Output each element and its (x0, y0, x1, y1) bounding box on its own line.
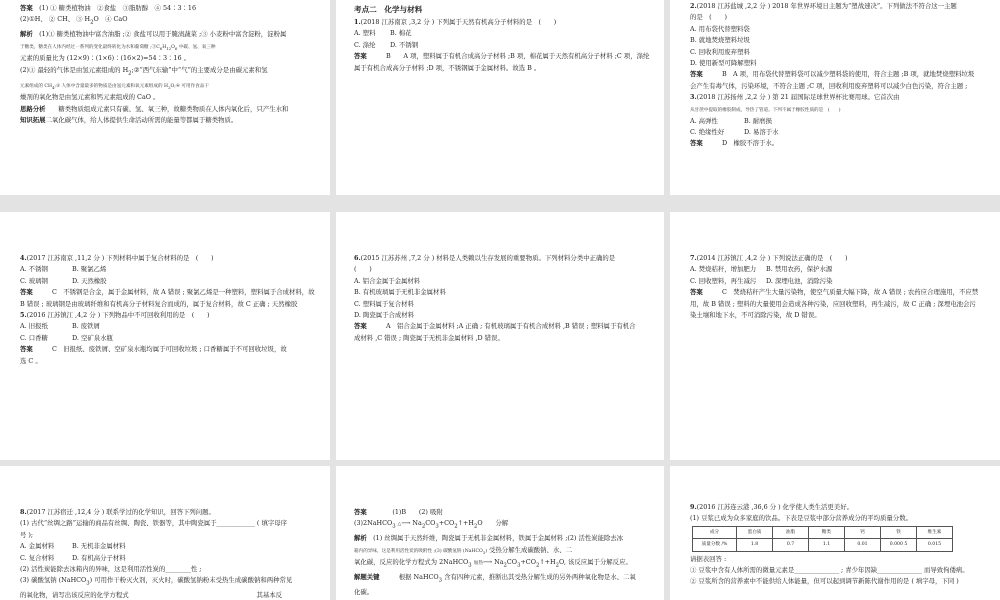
text-line: 2.(2018 江苏盐城 ,2,2 分 ) 2018 年世界环境日主题为“塑战速决”。下列做法不符合这一主题 (690, 2, 957, 10)
text-line: 答案 A 铝合金属于金属材料 ;A 正确 ; 有机玻璃属于有机合成材料 ,B 错误 ; 塑料属于有机合 (354, 322, 636, 331)
table-cell: 0.7 (773, 539, 809, 551)
page-6-content (690, 253, 990, 321)
page-9 (670, 466, 1000, 600)
table-cell: 维生素 (917, 526, 953, 538)
table-cell: 油脂 (773, 526, 809, 538)
table-cell: 成分 (693, 526, 737, 538)
text-line: 答案 C 不锈钢是合金，属于金属材料，故 A 错误 ; 聚氯乙烯是一种塑料，塑料属于合成材料，故 (20, 288, 315, 297)
text-line: C. 回收塑料，再生减污 D. 深埋电池，消除污染 (690, 276, 833, 285)
text-line: 会产生有毒气体，污染环境，不符合主题 ;C 项，回收利用废弃塑料可以减少白色污染，符合主题 ; (690, 81, 968, 90)
text-line: 于糖类，糖类在人体内经过一系列的变化最终转化为水和葡萄糖 $;③C_6H_{12}O_6$ 中碳、氢、氧三种 (20, 44, 216, 51)
text-line: (3) 碳酸氢钠 (NaHCO$_3$) 可用作干粉灭火剂，灭火时，碳酸氢钠粉末受热生成碳酸钠和两种常见 (20, 576, 293, 587)
text-line: 氧化碳，反应的化学方程式为 2NaHCO$_3$ 加热⟶ $Na_2CO_3+CO_2↑+H_2O$, 该反应属于分解反应。 (354, 558, 632, 569)
text-line: ① 豆浆中含有人体所需的微量元素是______________ ; 青少年因缺______________ 而导致佝偻病。 (690, 566, 969, 575)
text-line: 3.(2018 江苏扬州 ,2,2 分 ) 第 21 届国际足球世界杯比赛用球。它首次由 (690, 93, 900, 102)
text-line: 知识拓展二氧化碳气体，给人体提供生命活动所需的能量等都属于糖类物质。 (20, 116, 238, 125)
text-line: (3)2NaHCO$_3$ △⟶ $Na_2CO_3+CO_2↑+H_2O$ 分解 (354, 519, 509, 530)
table-cell: 0.015 (917, 539, 953, 551)
text-line: A. 旧报纸 B. 废铁屑 (20, 322, 100, 331)
text-line: B. 就地焚烧塑料垃圾 (690, 36, 750, 45)
page-4 (0, 212, 330, 460)
text-line: A. 用布袋代替塑料袋 (690, 24, 750, 33)
text-line: 箱内的异味，这是利用活性炭的吸附性 ;(3) 碳酸氢钠 (NaHCO$_3$) 受热分解生成碳酸钠、水、二 (354, 545, 573, 555)
text-line: B 错误 ; 玻璃钢是由玻璃纤维和有机高分子材料复合而成的，属于复合材料，故 C 正确 ; 天然橡胶 (20, 299, 298, 308)
text-line: 答案 (1) ① 糖类植物油 ②食盐 ③脂肪醇 ④ 54∶3∶16 (20, 4, 197, 12)
page-7-content (20, 507, 318, 600)
page-7 (0, 466, 330, 600)
text-line: (1) 豆浆已成为众多家庭的饮品。下表是豆浆中部分营养成分的平均质量分数。 (690, 514, 912, 523)
text-line: 请据表回答 : (690, 554, 727, 563)
text-line: ② 豆浆所含的营养素中不能供给人体能量，但可以起到调节新陈代谢作用的是 ( 填字母，下同 ) (690, 577, 959, 586)
text-line: 6.(2015 江苏苏州 ,7,2 分 ) 材料是人类赖以生存发展的重要物质。下列材料分类中正确的是 (354, 254, 616, 262)
text-line: 的氧化物，请写出该反应的化学方程式 其基本反 (20, 591, 283, 600)
text-line: 答案 C 旧报纸、废铁屑、空矿泉水瓶均属于可回收垃圾 ; 口香糖属于不可回收垃圾，故 (20, 345, 287, 354)
text-line: 解析 (1) 丝绸属于天然纤维，陶瓷属于无机非金属材料，铁属于金属材料 ;(2) 活性炭能除去冰 (354, 534, 624, 543)
table-cell: 1.8 (737, 539, 773, 551)
text-line: B. 有机玻璃属于无机非金属材料 (354, 288, 446, 297)
text-line: 9.(2016 江苏连云港 ,36,6 分 ) 化学使人类生活更美好。 (690, 503, 853, 511)
table-cell: 0.01 (845, 539, 881, 551)
table-cell: 糖类 (809, 526, 845, 538)
nutrition-header-row (693, 526, 953, 538)
text-line: 号 ); (20, 530, 34, 539)
text-line: 4.(2017 江苏南京 ,11,2 分 ) 下列材料中属于复合材料的是 ( ) (20, 254, 214, 262)
text-line: 染土壤和地下水，不可消除污染，故 D 错误。 (690, 311, 821, 320)
text-line: 燥剂的氧化物是由氢元素和钙元素组成的 CaO 。 (20, 93, 160, 102)
text-line: 从甘蔗中提取的橡胶制成，导热了管道。下列不属于橡胶性质的是 ( ) (690, 107, 841, 113)
text-line: C. 绝缘性好 D. 易溶于水 (690, 128, 779, 137)
text-line: A. 塑料 B. 棉花 (354, 29, 412, 38)
table-cell: 铁 (881, 526, 917, 538)
text-line: 答案 B A 项，塑料属于有机合成高分子材料 ;B 项，棉花属于天然有机高分子材料 ;C 项，涤纶 (354, 52, 650, 61)
text-line: (2)①H、 ② CH、 ③ $H_2O$ ④ CaO (20, 15, 128, 26)
table-cell: 钙 (845, 526, 881, 538)
text-line: C. 复合材料 D. 有机高分子材料 (20, 553, 126, 562)
text-line: 7.(2014 江苏镇江 ,4,2 分 ) 下列说法正确的是 ( ) (690, 254, 848, 262)
text-line: 1.(2018 江苏南京 ,3,2 分 ) 下列属于天然有机高分子材料的是 ( ) (354, 18, 557, 26)
text-line: 答案 B A 项，用布袋代替塑料袋可以减少塑料袋的使用，符合主题 ;B 项，就地焚烧塑料垃圾 (690, 70, 975, 79)
page-1 (0, 0, 330, 195)
text-line: 的是 ( ) (690, 13, 727, 22)
text-line: 答案 (1)B (2) 吸附 (354, 508, 443, 516)
page-3-content (690, 1, 990, 150)
text-line: C. 回收利用废弃塑料 (690, 47, 750, 56)
text-line: 答案 D 橡胶不溶于水。 (690, 139, 779, 148)
page-8-content (354, 507, 654, 598)
text-line: 解题关键 根据 NaHCO$_3$ 含有四种元素，推断出其受热分解生成的另外两种氧化物是水、二氧 (354, 573, 636, 584)
text-line: 8.(2017 江苏宿迁 ,12,4 分 ) 联系学过的化学知识，回答下列问题。 (20, 508, 215, 516)
page-6 (670, 212, 1000, 460)
table-cell: 质量分数 /% (693, 539, 737, 551)
text-line: 选 C 。 (20, 356, 42, 365)
text-line: 元素的质量比为 (12×9)∶(1×6)∶(16×2)=54∶3∶16 。 (20, 54, 190, 63)
text-line: A. 铝合金属于金属材料 (354, 276, 421, 285)
table-cell: 0.000 5 (881, 539, 917, 551)
page-3 (670, 0, 1000, 195)
text-line: 元素组成的 $CH_4;③$ 人体中含量最多的物质是由氢元素和氧元素组成的 $H_2O;④$ 可用作食品干 (20, 83, 209, 90)
text-line: ( ) (354, 265, 372, 274)
page-8 (336, 466, 664, 600)
text-line: A. 焚烧秸秆，增加肥力 B. 禁用农药，保护水源 (690, 265, 833, 274)
text-line: 成材料 ,C 错误 ; 陶瓷属于无机非金属材料 ,D 错误。 (354, 333, 504, 342)
text-line: 解析 (1)① 糖类植物油中富含油脂 ;② 食盐可以用于腌渍蔬菜 ;③ 小麦粉中富含淀粉，淀粉属 (20, 30, 287, 39)
text-line: A. 不锈钢 B. 聚氯乙烯 (20, 265, 107, 274)
page-1-content (20, 3, 318, 127)
table-cell: 蛋白质 (737, 526, 773, 538)
nutrition-table (692, 526, 953, 552)
text-line: (2)① 最轻的气体是由氢元素组成的 $H_2;②“$西气东输”中“气”的主要成分是由碳元素和氢 (20, 65, 268, 77)
page-5 (336, 212, 664, 460)
text-line: 答案 C 焚烧秸秆产生大量污染物，使空气质量大幅下降，故 A 错误 ; 农药应合理施用，不应禁 (690, 288, 979, 297)
page-4-content (20, 253, 318, 367)
text-line: 思路分析 糖类物质组成元素只有碳、氢、氧三种，故糖类物质在人体内氧化后，只产生水和 (20, 104, 289, 113)
text-line: 5.(2016 江苏镇江 ,4,2 分 ) 下列物品中不可回收利用的是 ( ) (20, 311, 210, 320)
text-line: A. 高弹性 B. 耐磨损 (690, 116, 772, 125)
nutrition-value-row (693, 539, 953, 551)
text-line: D. 陶瓷属于合成材料 (354, 311, 415, 320)
table-cell: 1.1 (809, 539, 845, 551)
text-line: 化碳。 (354, 587, 374, 596)
text-line: C. 玻璃钢 D. 天然橡胶 (20, 276, 107, 285)
page-2 (336, 0, 664, 195)
text-line: (2) 活性炭能除去冰箱内的异味，这是利用活性炭的________性 ; (20, 565, 202, 574)
page-9-content (690, 502, 990, 588)
text-line: 考点二 化学与材料 (354, 5, 423, 14)
text-line: 用，故 B 错误 ; 塑料的大量使用会造成各种污染，应回收塑料，再生减污，故 C 正确 ; 深埋电池会污 (690, 299, 976, 308)
page-2-content (354, 3, 654, 74)
text-line: 属于有机合成高分子材料 ;D 项，不锈钢属于金属材料。故选 B 。 (354, 63, 541, 72)
text-line: A. 金属材料 B. 无机非金属材料 (20, 542, 126, 551)
text-line: C. 涤纶 D. 不锈钢 (354, 40, 419, 49)
text-line: (1) 古代“丝绸之路”运输的商品有丝绸、陶瓷、铁器等，其中陶瓷属于____________ ( 填字母序 (20, 519, 288, 528)
page-5-content (354, 253, 654, 344)
text-line: C. 塑料属于复合材料 (354, 299, 414, 308)
text-line: C. 口香糖 D. 空矿泉水瓶 (20, 333, 113, 342)
text-line: D. 使用新型可降解塑料 (690, 59, 757, 68)
